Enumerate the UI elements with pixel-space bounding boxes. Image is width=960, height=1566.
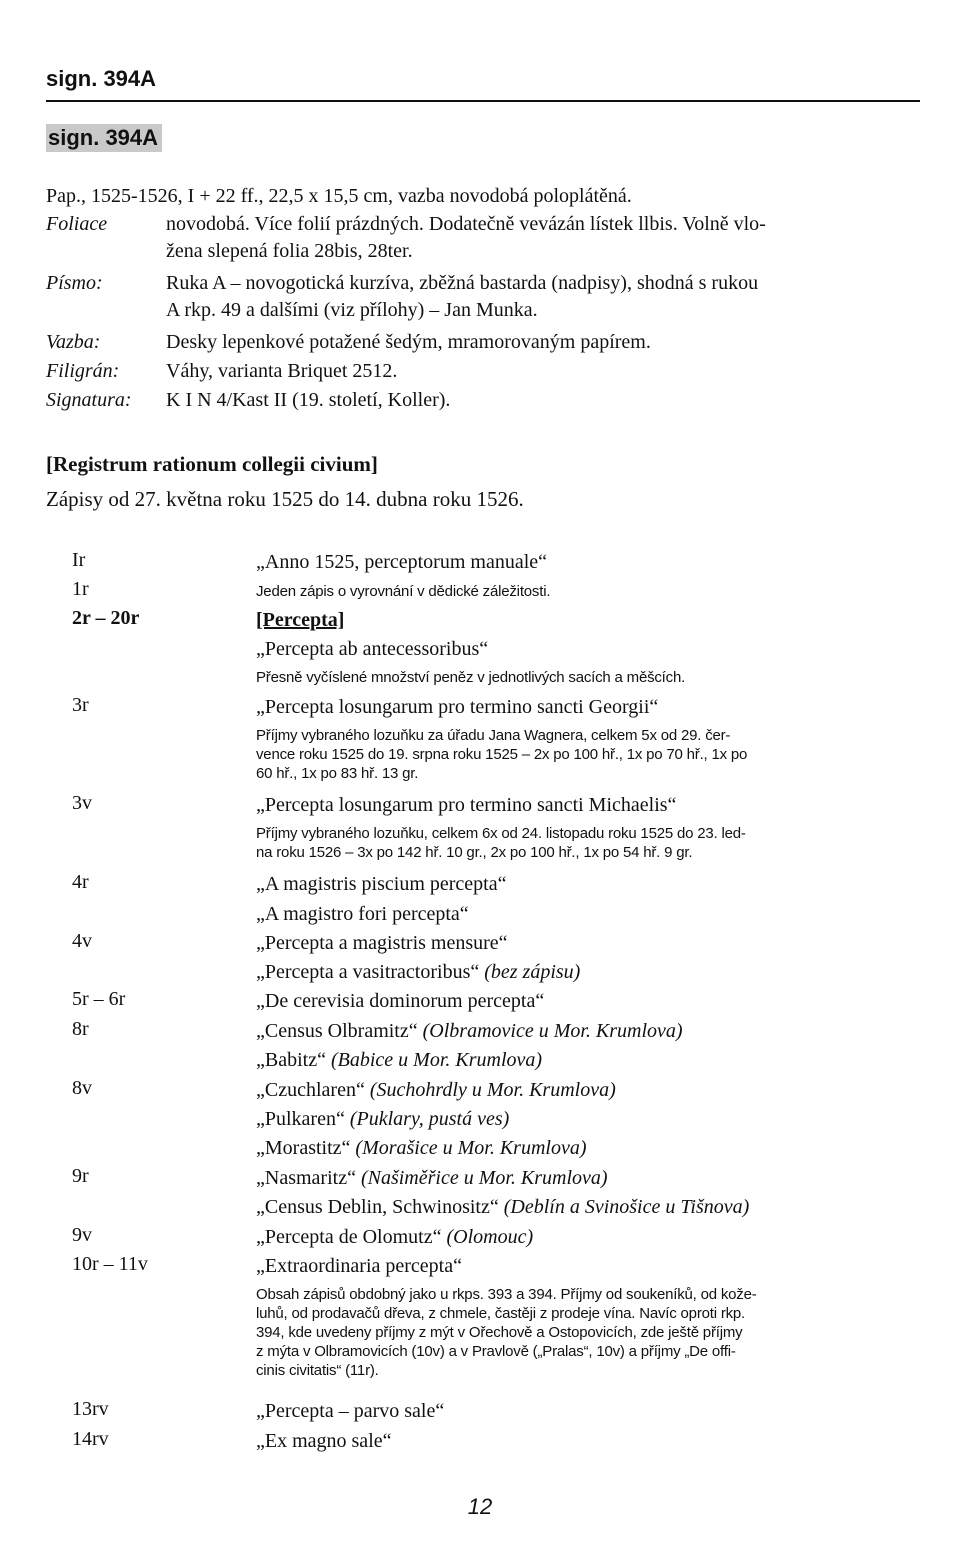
folio-ref: 3v	[72, 792, 92, 814]
records-range: Zápisy od 27. května roku 1525 do 14. dubna roku 1526.	[46, 487, 524, 511]
note-line: Jeden zápis o vyrovnání v dědické záležitosti.	[256, 583, 551, 600]
entry-text: „Percepta ab antecessoribus“	[256, 638, 489, 660]
note-line: Příjmy vybraného lozuňku, celkem 6x od 24. listopadu roku 1525 do 23. led-	[256, 825, 746, 842]
entry-text: „Percepta losungarum pro termino sancti Michaelis“	[256, 794, 677, 816]
entry-text: „Percepta a magistris mensure“	[256, 932, 508, 954]
note-line: Obsah zápisů obdobný jako u rkps. 393 a 394. Příjmy od soukeníků, od kože-	[256, 1286, 757, 1303]
entry-gloss: (bez zápisu)	[484, 961, 581, 983]
highlighted-signature: sign. 394A	[46, 124, 162, 152]
meta-label: Vazba:	[46, 331, 101, 353]
page-number: 12	[467, 1494, 493, 1519]
entry-quote: „Nasmaritz“	[256, 1167, 356, 1189]
entry-quote: „Percepta de Olomutz“	[256, 1226, 442, 1248]
note-line: luhů, od prodavačů dřeva, z chmele, častěji z prodeje vína. Navíc oproti rkp.	[256, 1305, 746, 1322]
note-line: z mýta v Olbramovicích (10v) a v Pravlově („Pralas“, 10v) a příjmy „De offi-	[256, 1343, 736, 1360]
folio-ref: 8v	[72, 1077, 92, 1099]
entry-quote: „Morastitz“	[256, 1137, 351, 1159]
page-header-signature: sign. 394A	[46, 66, 157, 91]
folio-ref: 2r – 20r	[72, 607, 140, 629]
entry-text	[256, 1077, 920, 1103]
folio-ref: 14rv	[72, 1428, 109, 1450]
entry-text	[256, 1194, 920, 1220]
folio-ref: 3r	[72, 694, 89, 716]
entry-gloss: (Olbramovice u Mor. Krumlova)	[422, 1020, 683, 1042]
note-line: 60 hř., 1x po 83 hř. 13 gr.	[256, 765, 419, 782]
meta-line: Váhy, varianta Briquet 2512.	[166, 360, 398, 382]
entry-gloss: (Olomouc)	[446, 1226, 534, 1248]
entry-text	[256, 1018, 920, 1044]
entry-text: „Extraordinaria percepta“	[256, 1255, 462, 1277]
entry-quote: „Percepta a vasitractoribus“	[256, 961, 480, 983]
entry-note	[256, 726, 920, 783]
meta-label: Signatura:	[46, 389, 132, 411]
document-title: [Registrum rationum collegii civium]	[46, 452, 378, 476]
folio-ref: 13rv	[72, 1398, 109, 1420]
folio-ref: 4r	[72, 871, 89, 893]
entry-text	[256, 959, 920, 985]
entry-gloss: (Našiměřice u Mor. Krumlova)	[360, 1167, 608, 1189]
meta-line: Desky lepenkové potažené šedým, mramorovaným papírem.	[166, 331, 651, 353]
entry-text: „Anno 1525, perceptorum manuale“	[256, 551, 548, 573]
entry-text: „Percepta – parvo sale“	[256, 1400, 445, 1422]
physical-description: Pap., 1525-1526, I + 22 ff., 22,5 x 15,5 cm, vazba novodobá poloplátěná.	[46, 185, 632, 207]
note-line: vence roku 1525 do 19. srpna roku 1525 – 2x po 100 hř., 1x po 70 hř., 1x po	[256, 746, 748, 763]
folio-ref: 9r	[72, 1165, 89, 1187]
meta-label: Filigrán:	[46, 360, 120, 382]
folio-ref: 10r – 11v	[72, 1253, 148, 1275]
note-line: Přesně vyčíslené množství peněz v jednotlivých sacích a měšcích.	[256, 669, 686, 686]
entry-text	[256, 1106, 920, 1132]
entry-quote: „Census Olbramitz“	[256, 1020, 418, 1042]
entry-text	[256, 1224, 920, 1250]
entry-note	[256, 582, 920, 601]
meta-line: Ruka A – novogotická kurzíva, zběžná bastarda (nadpisy), shodná s rukou	[166, 272, 759, 294]
entry-gloss: (Babice u Mor. Krumlova)	[330, 1049, 543, 1071]
meta-line: žena slepená folia 28bis, 28ter.	[166, 240, 413, 262]
entry-text: „De cerevisia dominorum percepta“	[256, 990, 545, 1012]
entry-gloss: (Morašice u Mor. Krumlova)	[355, 1137, 587, 1159]
entry-quote: „Pulkaren“	[256, 1108, 345, 1130]
meta-line: A rkp. 49 a dalšími (viz přílohy) – Jan Munka.	[166, 299, 538, 321]
entry-quote: „Census Deblin, Schwinositz“	[256, 1196, 499, 1218]
note-line: na roku 1526 – 3x po 142 hř. 10 gr., 2x po 100 hř., 1x po 54 hř. 9 gr.	[256, 844, 693, 861]
note-line: cinis civitatis“ (11r).	[256, 1362, 379, 1379]
folio-ref: Ir	[72, 549, 86, 571]
entry-text	[256, 1047, 920, 1073]
section-heading-percepta: [Percepta]	[256, 609, 345, 631]
entry-quote: „Czuchlaren“	[256, 1079, 365, 1101]
entry-text	[256, 1135, 920, 1161]
entry-gloss: (Deblín a Svinošice u Tišnova)	[503, 1196, 750, 1218]
entry-text: „Percepta losungarum pro termino sancti Georgii“	[256, 696, 659, 718]
entry-note	[256, 824, 920, 862]
folio-ref: 4v	[72, 930, 92, 952]
entry-note	[256, 668, 920, 687]
folio-ref: 9v	[72, 1224, 92, 1246]
entry-text: „Ex magno sale“	[256, 1430, 392, 1452]
entry-text: „A magistro fori percepta“	[256, 903, 469, 925]
meta-line: novodobá. Více folií prázdných. Dodatečně vevázán lístek llbis. Volně vlo-	[166, 213, 766, 235]
meta-label: Foliace	[46, 213, 108, 235]
entry-gloss: (Puklary, pustá ves)	[349, 1108, 510, 1130]
meta-label: Písmo:	[46, 272, 103, 294]
folio-ref: 5r – 6r	[72, 988, 126, 1010]
entry-quote: „Babitz“	[256, 1049, 326, 1071]
folio-ref: 8r	[72, 1018, 89, 1040]
note-line: Příjmy vybraného lozuňku za úřadu Jana Wagnera, celkem 5x od 29. čer-	[256, 727, 731, 744]
entry-gloss: (Suchohrdly u Mor. Krumlova)	[369, 1079, 616, 1101]
note-line: 394, kde uvedeny příjmy z mýt v Ořechově a Ostopovicích, zde ještě příjmy	[256, 1324, 743, 1341]
meta-line: K I N 4/Kast II (19. století, Koller).	[166, 389, 451, 411]
header-rule	[46, 100, 920, 102]
entry-note	[256, 1285, 920, 1380]
entry-text	[256, 1165, 920, 1191]
entry-text: „A magistris piscium percepta“	[256, 873, 507, 895]
folio-ref: 1r	[72, 578, 89, 600]
